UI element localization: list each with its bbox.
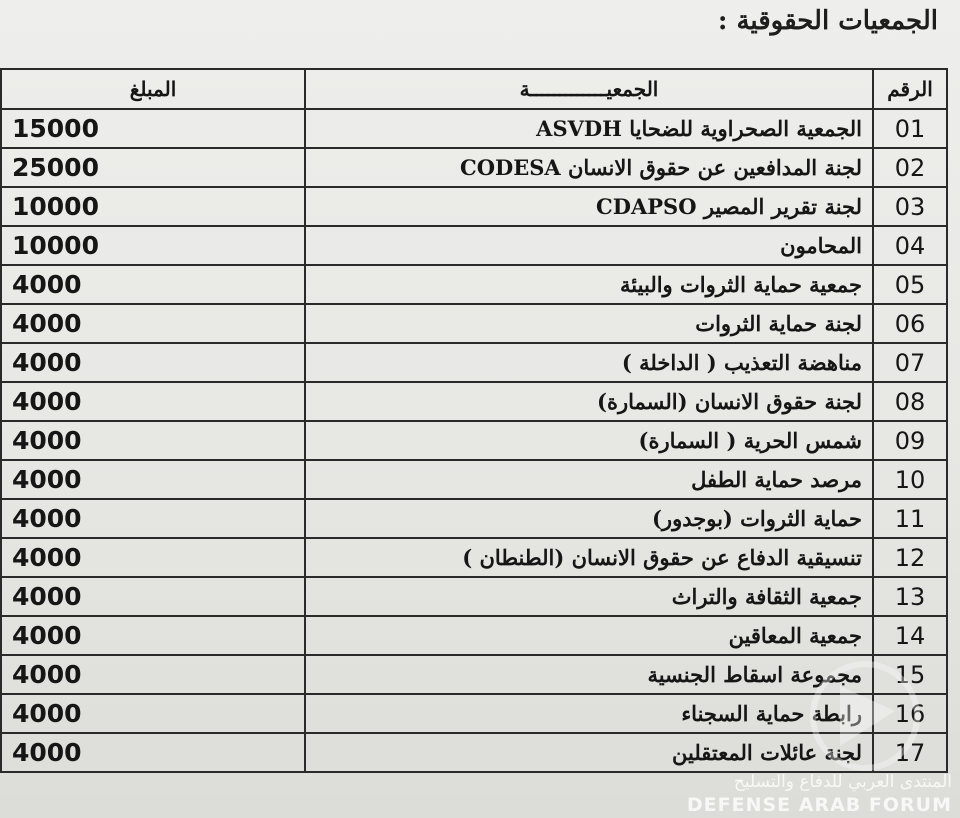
- row-number: 06: [873, 304, 947, 343]
- row-number: 11: [873, 499, 947, 538]
- row-amount: 25000: [1, 148, 305, 187]
- table-row: [1, 265, 947, 304]
- forum-logo-icon: [800, 656, 930, 776]
- row-amount: 4000: [1, 304, 305, 343]
- row-name: الجمعية الصحراوية للضحايا ASVDH: [305, 109, 873, 148]
- row-amount: 4000: [1, 499, 305, 538]
- watermark-english: DEFENSE ARAB FORUM: [686, 794, 952, 816]
- row-name: مجموعة اسقاط الجنسية: [305, 655, 873, 694]
- row-amount: 4000: [1, 616, 305, 655]
- row-amount: 4000: [1, 733, 305, 772]
- row-amount: 4000: [1, 343, 305, 382]
- table-row: [1, 421, 947, 460]
- table-row: [1, 343, 947, 382]
- row-name: لجنة المدافعين عن حقوق الانسان CODESA: [305, 148, 873, 187]
- table-row: [1, 148, 947, 187]
- header-amount: المبلغ: [1, 69, 305, 109]
- table-row: [1, 499, 947, 538]
- table-row: [1, 382, 947, 421]
- row-amount: 4000: [1, 538, 305, 577]
- table-row: [1, 460, 947, 499]
- row-name: جمعية المعاقين: [305, 616, 873, 655]
- row-number: 04: [873, 226, 947, 265]
- row-amount: 4000: [1, 694, 305, 733]
- row-number: 05: [873, 265, 947, 304]
- row-number: 03: [873, 187, 947, 226]
- header-name: الجمعيـــــــــــــة: [305, 69, 873, 109]
- row-name: لجنة تقرير المصير CDAPSO: [305, 187, 873, 226]
- row-number: 14: [873, 616, 947, 655]
- table-row: [1, 226, 947, 265]
- table-row: [1, 187, 947, 226]
- page-title: الجمعيات الحقوقية :: [717, 6, 938, 36]
- table-row: [1, 304, 947, 343]
- row-amount: 10000: [1, 226, 305, 265]
- row-name: مناهضة التعذيب ( الداخلة ): [305, 343, 873, 382]
- watermark-arabic: المنتدى العربي للدفاع والتسليح: [733, 772, 952, 792]
- row-name: رابطة حماية السجناء: [305, 694, 873, 733]
- table-header-row: [1, 69, 947, 109]
- table-row: [1, 577, 947, 616]
- table-row: [1, 109, 947, 148]
- table-row: [1, 616, 947, 655]
- row-name: مرصد حماية الطفل: [305, 460, 873, 499]
- row-amount: 15000: [1, 109, 305, 148]
- row-amount: 4000: [1, 421, 305, 460]
- header-number: الرقم: [873, 69, 947, 109]
- row-name: المحامون: [305, 226, 873, 265]
- row-number: 01: [873, 109, 947, 148]
- row-amount: 4000: [1, 460, 305, 499]
- row-number: 09: [873, 421, 947, 460]
- row-name: تنسيقية الدفاع عن حقوق الانسان (الطنطان ): [305, 538, 873, 577]
- row-name: لجنة حماية الثروات: [305, 304, 873, 343]
- table-row: [1, 538, 947, 577]
- row-number: 15: [873, 655, 947, 694]
- row-number: 10: [873, 460, 947, 499]
- row-number: 17: [873, 733, 947, 772]
- row-amount: 4000: [1, 265, 305, 304]
- row-amount: 4000: [1, 382, 305, 421]
- row-amount: 4000: [1, 655, 305, 694]
- row-number: 08: [873, 382, 947, 421]
- row-amount: 10000: [1, 187, 305, 226]
- row-name: حماية الثروات (بوجدور): [305, 499, 873, 538]
- row-name: شمس الحرية ( السمارة): [305, 421, 873, 460]
- row-number: 16: [873, 694, 947, 733]
- row-number: 02: [873, 148, 947, 187]
- row-name: لجنة حقوق الانسان (السمارة): [305, 382, 873, 421]
- row-name: لجنة عائلات المعتقلين: [305, 733, 873, 772]
- row-amount: 4000: [1, 577, 305, 616]
- row-name: جمعية حماية الثروات والبيئة: [305, 265, 873, 304]
- row-name: جمعية الثقافة والتراث: [305, 577, 873, 616]
- row-number: 07: [873, 343, 947, 382]
- row-number: 12: [873, 538, 947, 577]
- row-number: 13: [873, 577, 947, 616]
